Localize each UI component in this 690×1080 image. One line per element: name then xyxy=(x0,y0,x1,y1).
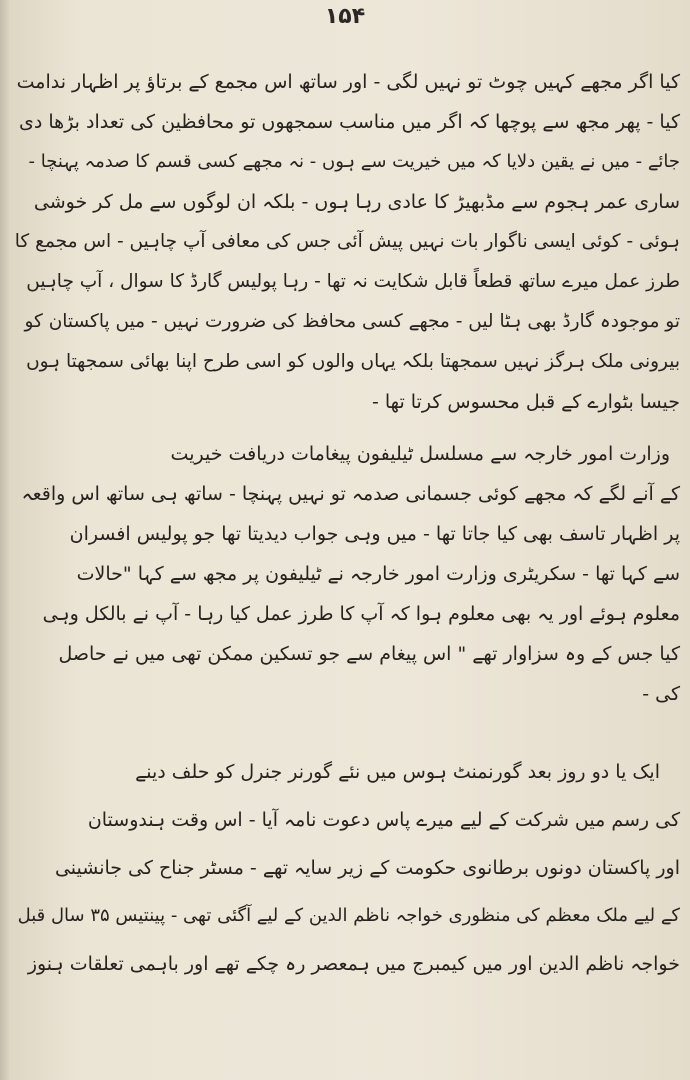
text-line: خواجہ ناظم الدین اور میں کیمبرج میں ہمعصر رہ چکے تھے اور باہمی تعلقات ہنوز xyxy=(27,953,680,975)
text-line: ایک یا دو روز بعد گورنمنٹ ہوس میں نئے گورنر جنرل کو حلف دینے xyxy=(135,761,660,783)
text-line: کیا اگر مجھے کہیں چوٹ تو نہیں لگی - اور ساتھ اس مجمع کے برتاؤ پر اظہار ندامت xyxy=(16,71,680,93)
text-line: کی - xyxy=(642,683,680,705)
text-line: سے کہا تھا - سکریٹری وزارت امور خارجہ نے ٹیلیفون پر مجھ سے کہا "حالات xyxy=(76,563,680,585)
page-edge-shadow xyxy=(0,0,10,1080)
text-line: اور پاکستان دونوں برطانوی حکومت کے زیر سایہ تھے - مسٹر جناح کی جانشینی xyxy=(54,857,680,879)
text-line: کیا جس کے وہ سزاوار تھے " اس پیغام سے جو تسکین ممکن تھی میں نے حاصل xyxy=(58,643,680,665)
text-line: تو موجودہ گارڈ بھی ہٹا لیں - مجھے کسی محافظ کی ضرورت نہیں - میں پاکستان کو xyxy=(24,311,680,332)
text-line: طرز عمل میرے ساتھ قطعاً قابل شکایت نہ تھا - رہا پولیس گارڈ کا سوال ، آپ چاہیں xyxy=(26,271,680,292)
text-line: کے آنے لگے کہ مجھے کوئی جسمانی صدمہ تو نہیں پہنچا - ساتھ ہی ساتھ اس واقعہ xyxy=(21,483,680,505)
text-line: کی رسم میں شرکت کے لیے میرے پاس دعوت نامہ آیا - اس وقت ہندوستان xyxy=(87,809,680,831)
text-line: کے لیے ملک معظم کی منظوری خواجہ ناظم الدین کے لیے آگئی تھی - پینتیس ۳۵ سال قبل xyxy=(17,905,680,926)
page-number: ۱۵۴ xyxy=(324,4,366,29)
text-line: پر اظہار تاسف بھی کیا جاتا تھا - میں وہی جواب دیدیتا تھا جو پولیس افسران xyxy=(69,523,680,545)
text-line: بیرونی ملک ہرگز نہیں سمجھتا بلکہ یہاں والوں کو اسی طرح اپنا بھائی سمجھتا ہوں xyxy=(26,351,680,372)
text-line: ساری عمر ہجوم سے مڈبھیڑ کا عادی رہا ہوں - بلکہ ان لوگوں سے مل کر خوشی xyxy=(33,191,680,213)
text-line: ہوئی - کوئی ایسی ناگوار بات نہیں پیش آئی جس کی معافی آپ چاہیں - اس مجمع کا xyxy=(14,231,680,252)
text-line: وزارت امور خارجہ سے مسلسل ٹیلیفون پیغامات دریافت خیریت xyxy=(170,443,670,465)
text-line: جائے - میں نے یقین دلایا کہ میں خیریت سے ہوں - نہ مجھے کسی قسم کا صدمہ پہنچا - xyxy=(28,151,680,172)
text-line: جیسا بٹوارے کے قبل محسوس کرتا تھا - xyxy=(372,391,680,413)
text-line: کیا - پھر مجھ سے پوچھا کہ اگر میں مناسب سمجھوں تو محافظین کی تعداد بڑھا دی xyxy=(19,111,680,133)
text-line: معلوم ہوئے اور یہ بھی معلوم ہوا کہ آپ کا طرز عمل کیا رہا - آپ نے بالکل وہی xyxy=(42,603,680,625)
